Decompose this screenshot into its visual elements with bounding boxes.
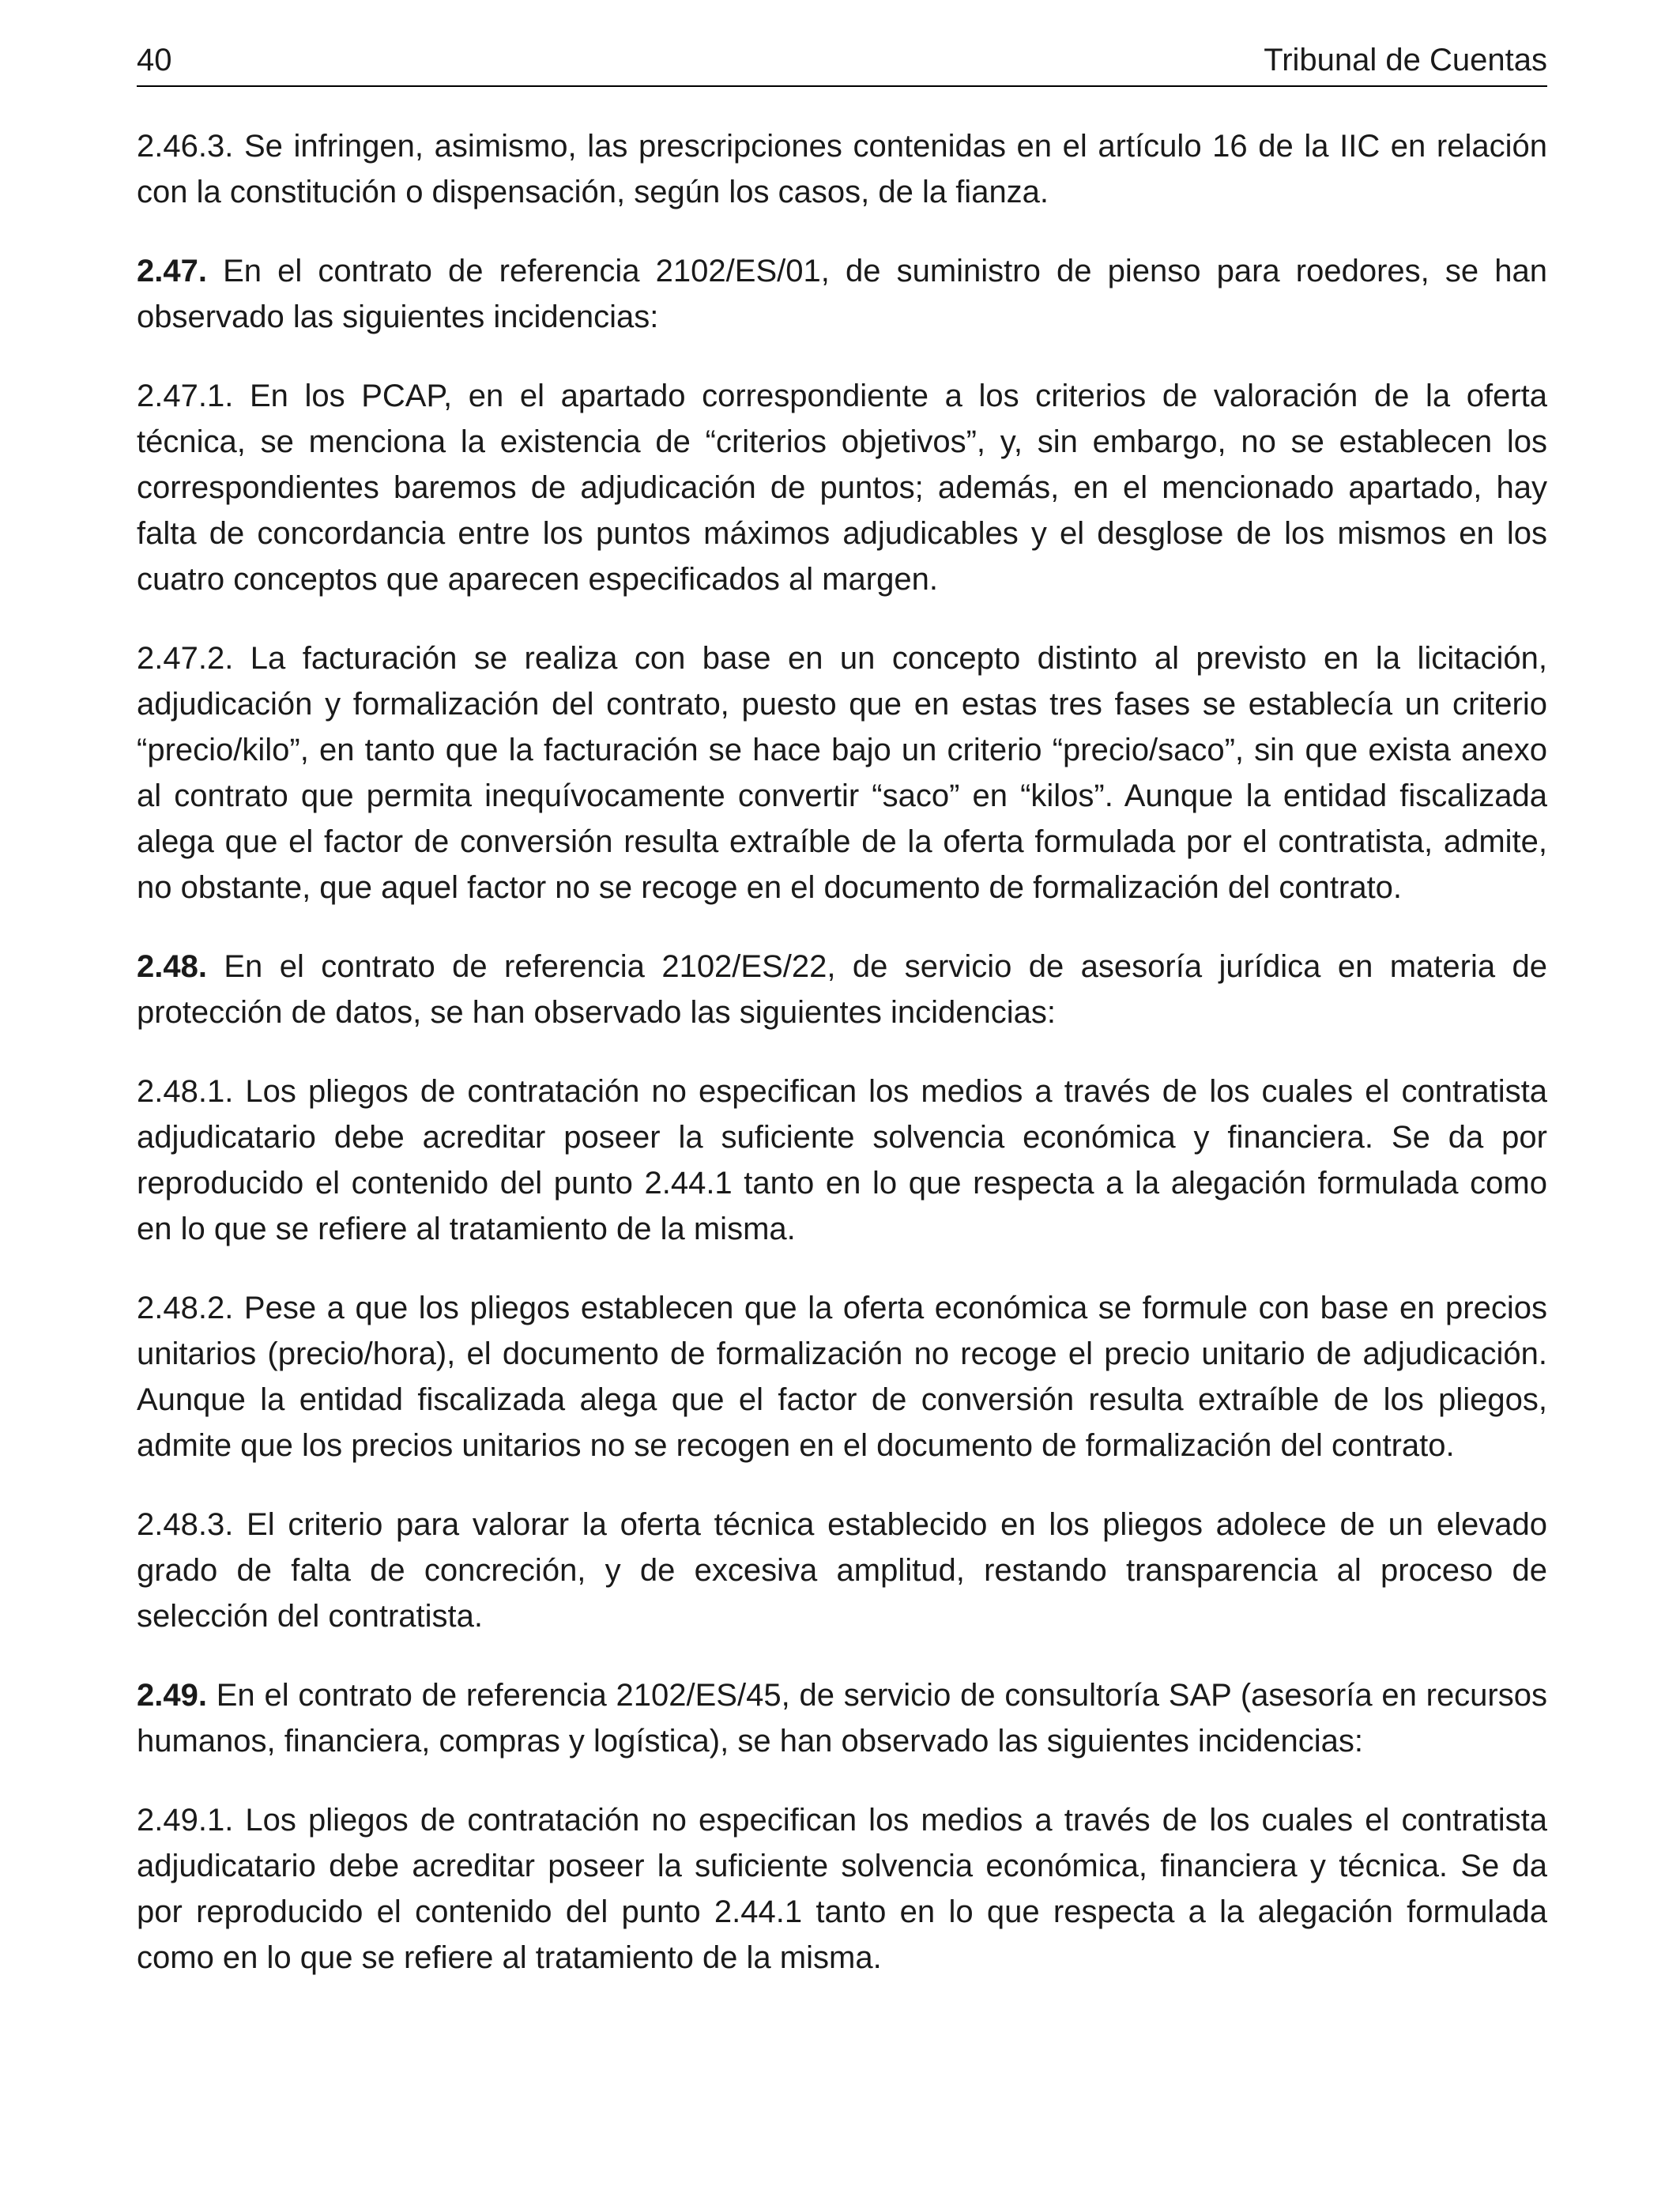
- paragraph-text: En el contrato de referencia 2102/ES/01, de suministro de pienso para roedores, se han observado las siguientes incidencias:: [137, 254, 1547, 334]
- paragraph-text: Se infringen, asimismo, las prescripciones contenidas en el artículo 16 de la IIC en relación con la constitución o dispensación, según los casos, de la fianza.: [137, 129, 1547, 209]
- paragraph-text: Los pliegos de contratación no especifican los medios a través de los cuales el contratista adjudicatario debe acreditar poseer la suficiente solvencia económica, financiera y técnica. Se da por reproducido el contenido del punto 2.44.1 tanto en lo que respecta a la alegación formulada como en lo que se refiere al tratamiento de la misma.: [137, 1803, 1547, 1975]
- paragraph-number: 2.48.3.: [137, 1507, 234, 1542]
- paragraph-number: 2.48.: [137, 949, 207, 984]
- paragraph-number: 2.49.: [137, 1678, 207, 1713]
- paragraph-2-48: [137, 944, 1547, 1035]
- paragraph-number: 2.48.2.: [137, 1291, 234, 1325]
- paragraph-2-46-3: [137, 123, 1547, 215]
- paragraph-2-47-2: [137, 635, 1547, 910]
- paragraph-2-47: [137, 248, 1547, 340]
- document-body: [137, 87, 1547, 1981]
- paragraph-number: 2.48.1.: [137, 1074, 234, 1109]
- paragraph-text: Pese a que los pliegos establecen que la oferta económica se formule con base en precios unitarios (precio/hora), el documento de formalización no recoge el precio unitario de adjudicación. Aunque la entidad fiscalizada alega que el factor de conversión resulta extraíble de los pliegos, admite que los precios unitarios no se recogen en el documento de formalización del contrato.: [137, 1291, 1547, 1463]
- page-header: [137, 0, 1547, 87]
- document-page: [137, 0, 1547, 2014]
- paragraph-text: En el contrato de referencia 2102/ES/45, de servicio de consultoría SAP (asesoría en recursos humanos, financiera, compras y logística), se han observado las siguientes incidencias:: [137, 1678, 1547, 1759]
- paragraph-number: 2.47.: [137, 254, 207, 288]
- paragraph-2-49: [137, 1672, 1547, 1764]
- paragraph-number: 2.47.2.: [137, 641, 234, 676]
- paragraph-text: Los pliegos de contratación no especifican los medios a través de los cuales el contratista adjudicatario debe acreditar poseer la suficiente solvencia económica y financiera. Se da por reproducido el contenido del punto 2.44.1 tanto en lo que respecta a la alegación formulada como en lo que se refiere al tratamiento de la misma.: [137, 1074, 1547, 1246]
- paragraph-text: En los PCAP, en el apartado correspondiente a los criterios de valoración de la oferta técnica, se menciona la existencia de “criterios objetivos”, y, sin embargo, no se establecen los correspondientes baremos de adjudicación de puntos; además, en el mencionado apartado, hay falta de concordancia entre los puntos máximos adjudicables y el desglose de los mismos en los cuatro conceptos que aparecen especificados al margen.: [137, 379, 1547, 597]
- running-title: Tribunal de Cuentas: [1264, 43, 1547, 77]
- paragraph-2-49-1: [137, 1797, 1547, 1981]
- paragraph-2-48-1: [137, 1069, 1547, 1252]
- paragraph-2-48-2: [137, 1285, 1547, 1468]
- paragraph-text: La facturación se realiza con base en un concepto distinto al previsto en la licitación, adjudicación y formalización del contrato, puesto que en estas tres fases se establecía un criterio “precio/kilo”, en tanto que la facturación se hace bajo un criterio “precio/saco”, sin que exista anexo al contrato que permita inequívocamente convertir “saco” en “kilos”. Aunque la entidad fiscalizada alega que el factor de conversión resulta extraíble de la oferta formulada por el contratista, admite, no obstante, que aquel factor no se recoge en el documento de formalización del contrato.: [137, 641, 1547, 905]
- paragraph-2-48-3: [137, 1502, 1547, 1639]
- paragraph-2-47-1: [137, 373, 1547, 602]
- paragraph-text: En el contrato de referencia 2102/ES/22, de servicio de asesoría jurídica en materia de protección de datos, se han observado las siguientes incidencias:: [137, 949, 1547, 1030]
- page-number: 40: [137, 43, 172, 77]
- paragraph-number: 2.49.1.: [137, 1803, 234, 1838]
- paragraph-number: 2.46.3.: [137, 129, 234, 164]
- paragraph-text: El criterio para valorar la oferta técnica establecido en los pliegos adolece de un elevado grado de falta de concreción, y de excesiva amplitud, restando transparencia al proceso de selección del contratista.: [137, 1507, 1547, 1634]
- paragraph-number: 2.47.1.: [137, 379, 234, 413]
